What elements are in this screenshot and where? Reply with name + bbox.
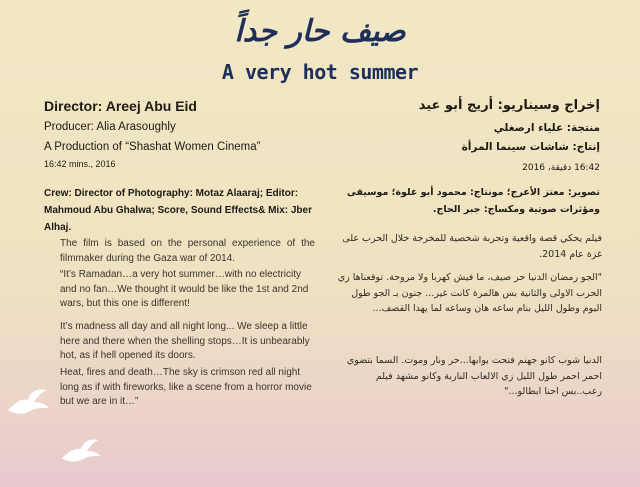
quote-paragraph: Heat, fires and death…The sky is crimson red all night long as if with fireworks, like a scene from a horror movie but we are in it…” <box>60 367 312 407</box>
director-credit-arabic: إخراج وسيناريو: أريج أبو عيد <box>418 98 600 113</box>
title-english: A very hot summer <box>221 60 419 84</box>
duration: 16:42 mins., 2016 <box>44 159 116 169</box>
synopsis-paragraph: The film is based on the personal experience of the filmmaker during the Gaza war of 2014. <box>60 238 315 264</box>
title-arabic: صيف حار جداً <box>234 14 406 49</box>
director-credit: Director: Areej Abu Eid <box>44 98 197 114</box>
producer-credit-arabic: منتجة: علياء ارصغلي <box>493 122 600 134</box>
quote-paragraph-arabic: الدنيا شوب كانو جهنم فتحت بوابها...حر ونار وموت. السما بتضوي احمر احمر طول الليل زي الالعاب النارية وكانو مشهد فيلم رعب..بس احنا ابطالو..." <box>346 355 602 397</box>
production-credit-arabic: إنتاج: شاشات سينما المرأة <box>461 141 600 153</box>
bird-icon <box>60 438 102 466</box>
production-credit: A Production of “Shashat Women Cinema” <box>44 141 261 153</box>
producer-credit: Producer: Alia Arasoughly <box>44 121 176 133</box>
quote-paragraph: It’s madness all day and all night long... We sleep a little here and there when the shelling stops…It is unbearably hot, as if hell opened its doors. <box>60 321 310 361</box>
synopsis-paragraph-arabic: فيلم يحكي قصة واقعية وتجربة شخصية للمخرجة خلال الحرب على غزة عام 2014. <box>342 233 602 260</box>
crew-credits: Crew: Director of Photography: Motaz Alaaraj; Editor: Mahmoud Abu Ghalwa; Score, Sound Effects& Mix: Jber Alhaj. <box>44 188 312 233</box>
crew-credits-arabic: تصوير: معتز الأعرج؛ مونتاج: محمود أبو غلوة؛ موسيقى ومؤثرات صوتية ومكساج: جبر الحاج. <box>346 187 600 215</box>
bird-icon <box>6 388 50 418</box>
quote-paragraph: “It’s Ramadan…a very hot summer…with no electricity and no fan…We thought it would be like the 1st and 2nd wars, but this one is different! <box>60 269 309 309</box>
duration-arabic: 16:42 دقيقة، 2016 <box>522 163 600 173</box>
quote-paragraph-arabic: "الجو رمضان الدنيا حر صيف، ما فيش كهربا ولا مروحة. توقعناها زي الحرب الاولى والثانية بس هالمرة كانت غير... جنون بـ الجو طول اليوم وطول الليل بنام ساعه هان وساعه لما يهدا القصف... <box>337 272 602 314</box>
